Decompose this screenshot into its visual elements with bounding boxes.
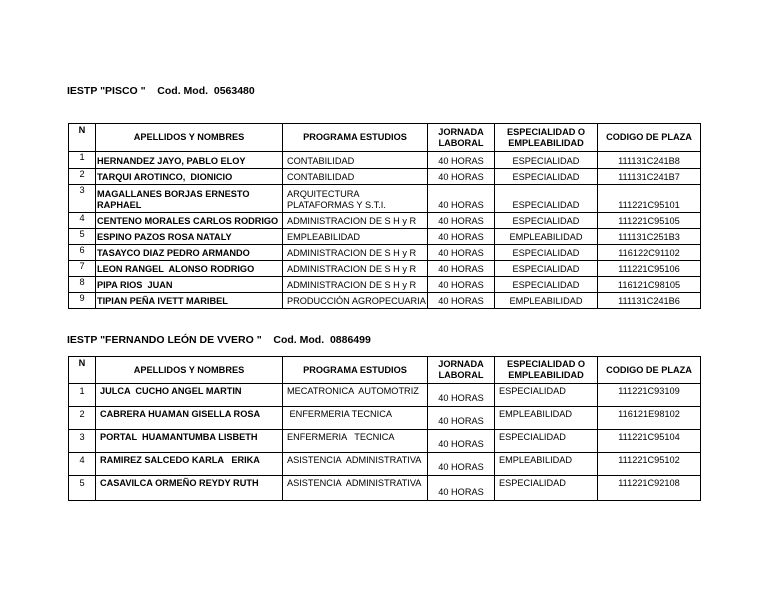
row-codigo: 111131C241B6: [598, 293, 701, 309]
col-header-codigo: CODIGO DE PLAZA: [598, 124, 701, 152]
row-codigo: 111221C93109: [598, 384, 701, 407]
row-codigo: 111221C92108: [598, 476, 701, 501]
row-nombre: TASAYCO DIAZ PEDRO ARMANDO: [96, 245, 283, 261]
row-number: 5: [69, 229, 96, 245]
row-programa: ARQUITECTURA PLATAFORMAS Y S.T.I.: [283, 185, 428, 213]
row-especialidad: EMPLEABILIDAD: [495, 293, 598, 309]
row-programa: PRODUCCIÓN AGROPECUARIA: [283, 293, 428, 309]
table-row: [69, 152, 701, 169]
row-especialidad: ESPECIALIDAD: [495, 384, 598, 407]
plazas-table-fernando-leon: [68, 356, 701, 501]
row-jornada: 40 HORAS: [428, 293, 495, 309]
col-header-especialidad: ESPECIALIDAD O EMPLEABILIDAD: [495, 124, 598, 152]
row-number: 3: [69, 430, 96, 453]
row-nombre: TARQUI AROTINCO, DIONICIO: [96, 169, 283, 185]
row-jornada: 40 HORAS: [428, 407, 495, 430]
table-row: [69, 169, 701, 185]
row-especialidad: EMPLEABILIDAD: [495, 229, 598, 245]
row-codigo: 111131C241B8: [598, 152, 701, 169]
row-jornada: 40 HORAS: [428, 277, 495, 293]
row-nombre: CASAVILCA ORMEÑO REYDY RUTH: [96, 476, 283, 501]
row-programa: ADMINISTRACION DE S H y R: [283, 213, 428, 229]
table-row: [69, 261, 701, 277]
col-header-jornada: JORNADA LABORAL: [428, 124, 495, 152]
plazas-table-pisco: [68, 123, 701, 309]
row-programa: ENFERMERIA TECNICA: [283, 430, 428, 453]
row-jornada: 40 HORAS: [428, 245, 495, 261]
row-nombre: HERNANDEZ JAYO, PABLO ELOY: [96, 152, 283, 169]
table-row: [69, 407, 701, 430]
col-header-programa: PROGRAMA ESTUDIOS: [283, 357, 428, 384]
row-jornada: 40 HORAS: [428, 229, 495, 245]
row-number: 2: [69, 407, 96, 430]
row-jornada: 40 HORAS: [428, 152, 495, 169]
table-row: [69, 430, 701, 453]
col-header-n: N: [69, 357, 96, 384]
row-codigo: 111221C95105: [598, 213, 701, 229]
table-row: [69, 213, 701, 229]
row-number: 1: [69, 152, 96, 169]
row-especialidad: EMPLEABILIDAD: [495, 453, 598, 476]
row-jornada: 40 HORAS: [428, 213, 495, 229]
row-jornada: 40 HORAS: [428, 169, 495, 185]
row-programa: ADMINISTRACION DE S H y R: [283, 245, 428, 261]
row-programa: MECATRONICA AUTOMOTRIZ: [283, 384, 428, 407]
row-especialidad: ESPECIALIDAD: [495, 213, 598, 229]
row-nombre: ESPINO PAZOS ROSA NATALY: [96, 229, 283, 245]
row-nombre: PORTAL HUAMANTUMBA LISBETH: [96, 430, 283, 453]
row-number: 6: [69, 245, 96, 261]
row-codigo: 111131C251B3: [598, 229, 701, 245]
row-codigo: 111221C95104: [598, 430, 701, 453]
row-jornada: 40 HORAS: [428, 476, 495, 501]
row-number: 9: [69, 293, 96, 309]
row-especialidad: ESPECIALIDAD: [495, 261, 598, 277]
row-nombre: LEON RANGEL ALONSO RODRIGO: [96, 261, 283, 277]
row-especialidad: ESPECIALIDAD: [495, 476, 598, 501]
row-nombre: PIPA RIOS JUAN: [96, 277, 283, 293]
table-row: [69, 185, 701, 213]
col-header-nombres: APELLIDOS Y NOMBRES: [96, 124, 283, 152]
row-number: 8: [69, 277, 96, 293]
row-especialidad: ESPECIALIDAD: [495, 152, 598, 169]
table-header-row: [69, 357, 701, 384]
row-nombre: CABRERA HUAMAN GISELLA ROSA: [96, 407, 283, 430]
row-number: 3: [69, 185, 96, 213]
row-especialidad: ESPECIALIDAD: [495, 245, 598, 261]
col-header-jornada: JORNADA LABORAL: [428, 357, 495, 384]
row-jornada: 40 HORAS: [428, 261, 495, 277]
col-header-especialidad: ESPECIALIDAD O EMPLEABILIDAD: [495, 357, 598, 384]
row-codigo: 111131C241B7: [598, 169, 701, 185]
row-especialidad: ESPECIALIDAD: [495, 185, 598, 213]
row-codigo: 116121E98102: [598, 407, 701, 430]
row-nombre: RAMIREZ SALCEDO KARLA ERIKA: [96, 453, 283, 476]
col-header-codigo: CODIGO DE PLAZA: [598, 357, 701, 384]
table-row: [69, 453, 701, 476]
table-row: [69, 293, 701, 309]
row-nombre: TIPIAN PEÑA IVETT MARIBEL: [96, 293, 283, 309]
row-number: 1: [69, 384, 96, 407]
row-especialidad: ESPECIALIDAD: [495, 169, 598, 185]
row-jornada: 40 HORAS: [428, 453, 495, 476]
row-jornada: 40 HORAS: [428, 430, 495, 453]
row-programa: CONTABILIDAD: [283, 169, 428, 185]
section2-heading: IESTP "FERNANDO LEÓN DE VVERO " Cod. Mod. 0886499: [67, 334, 371, 346]
row-jornada: 40 HORAS: [428, 185, 495, 213]
row-codigo: 111221C95106: [598, 261, 701, 277]
table-row: [69, 229, 701, 245]
row-codigo: 111221C95101: [598, 185, 701, 213]
row-programa: EMPLEABILIDAD: [283, 229, 428, 245]
table-row: [69, 277, 701, 293]
col-header-nombres: APELLIDOS Y NOMBRES: [96, 357, 283, 384]
row-jornada: 40 HORAS: [428, 384, 495, 407]
row-number: 7: [69, 261, 96, 277]
table-row: [69, 245, 701, 261]
table-header-row: [69, 124, 701, 152]
section1-heading: IESTP "PISCO " Cod. Mod. 0563480: [67, 85, 255, 97]
row-number: 4: [69, 213, 96, 229]
row-codigo: 116122C91102: [598, 245, 701, 261]
row-nombre: CENTENO MORALES CARLOS RODRIGO: [96, 213, 283, 229]
row-especialidad: ESPECIALIDAD: [495, 277, 598, 293]
row-programa: ADMINISTRACION DE S H y R: [283, 261, 428, 277]
row-programa: ASISTENCIA ADMINISTRATIVA: [283, 476, 428, 501]
row-number: 5: [69, 476, 96, 501]
col-header-n: N: [69, 124, 96, 152]
row-especialidad: EMPLEABILIDAD: [495, 407, 598, 430]
row-number: 2: [69, 169, 96, 185]
col-header-programa: PROGRAMA ESTUDIOS: [283, 124, 428, 152]
row-programa: ADMINISTRACION DE S H y R: [283, 277, 428, 293]
table-row: [69, 476, 701, 501]
row-programa: ENFERMERIA TECNICA: [283, 407, 428, 430]
row-number: 4: [69, 453, 96, 476]
row-programa: ASISTENCIA ADMINISTRATIVA: [283, 453, 428, 476]
row-nombre: JULCA CUCHO ANGEL MARTIN: [96, 384, 283, 407]
row-programa: CONTABILIDAD: [283, 152, 428, 169]
row-nombre: MAGALLANES BORJAS ERNESTO RAPHAEL: [96, 185, 283, 213]
row-especialidad: ESPECIALIDAD: [495, 430, 598, 453]
row-codigo: 111221C95102: [598, 453, 701, 476]
row-codigo: 116121C98105: [598, 277, 701, 293]
table-row: [69, 384, 701, 407]
